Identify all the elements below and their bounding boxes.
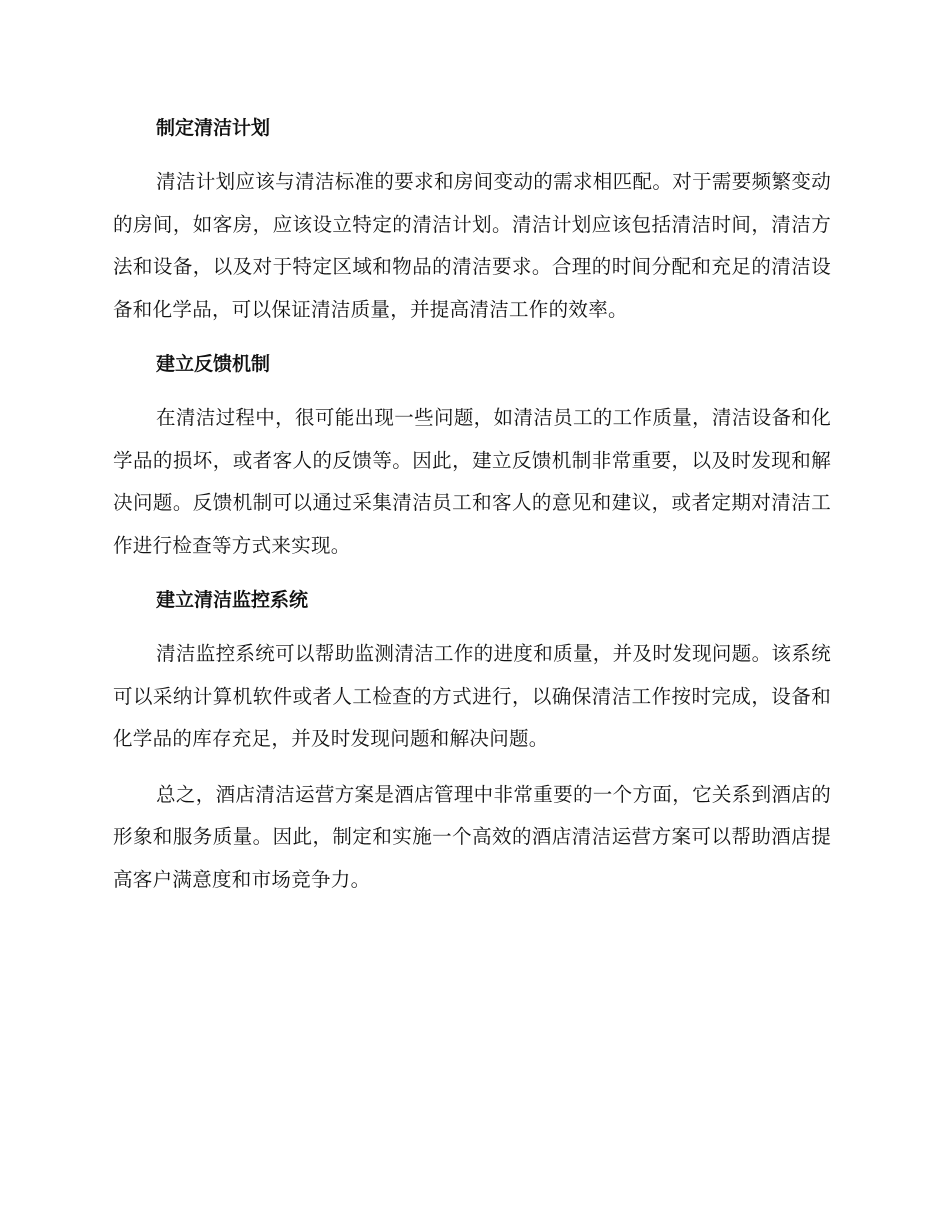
section-paragraph-feedback-mechanism: 在清洁过程中，很可能出现一些问题，如清洁员工的工作质量，清洁设备和化学品的损坏，或者客人的反馈等。因此，建立反馈机制非常重要，以及时发现和解决问题。反馈机制可以通过采集清洁员工和客人的意见和建议，或者定期对清洁工作进行检查等方式来实现。 (113, 406, 831, 557)
section-heading-feedback-mechanism: 建立反馈机制 (156, 353, 271, 375)
document-body (113, 108, 831, 901)
section-heading-monitoring-system: 建立清洁监控系统 (156, 589, 309, 611)
conclusion-paragraph: 总之，酒店清洁运营方案是酒店管理中非常重要的一个方面，它关系到酒店的形象和服务质量。因此，制定和实施一个高效的酒店清洁运营方案可以帮助酒店提高客户满意度和市场竞争力。 (113, 782, 831, 891)
section-paragraph-cleaning-plan: 清洁计划应该与清洁标准的要求和房间变动的需求相匹配。对于需要频繁变动的房间，如客房，应该设立特定的清洁计划。清洁计划应该包括清洁时间，清洁方法和设备，以及对于特定区域和物品的清洁要求。合理的时间分配和充足的清洁设备和化学品，可以保证清洁质量，并提高清洁工作的效率。 (113, 170, 831, 321)
section-heading-cleaning-plan: 制定清洁计划 (156, 117, 271, 139)
section-paragraph-monitoring-system: 清洁监控系统可以帮助监测清洁工作的进度和质量，并及时发现问题。该系统可以采纳计算机软件或者人工检查的方式进行，以确保清洁工作按时完成，设备和化学品的库存充足，并及时发现问题和解决问题。 (113, 642, 831, 750)
